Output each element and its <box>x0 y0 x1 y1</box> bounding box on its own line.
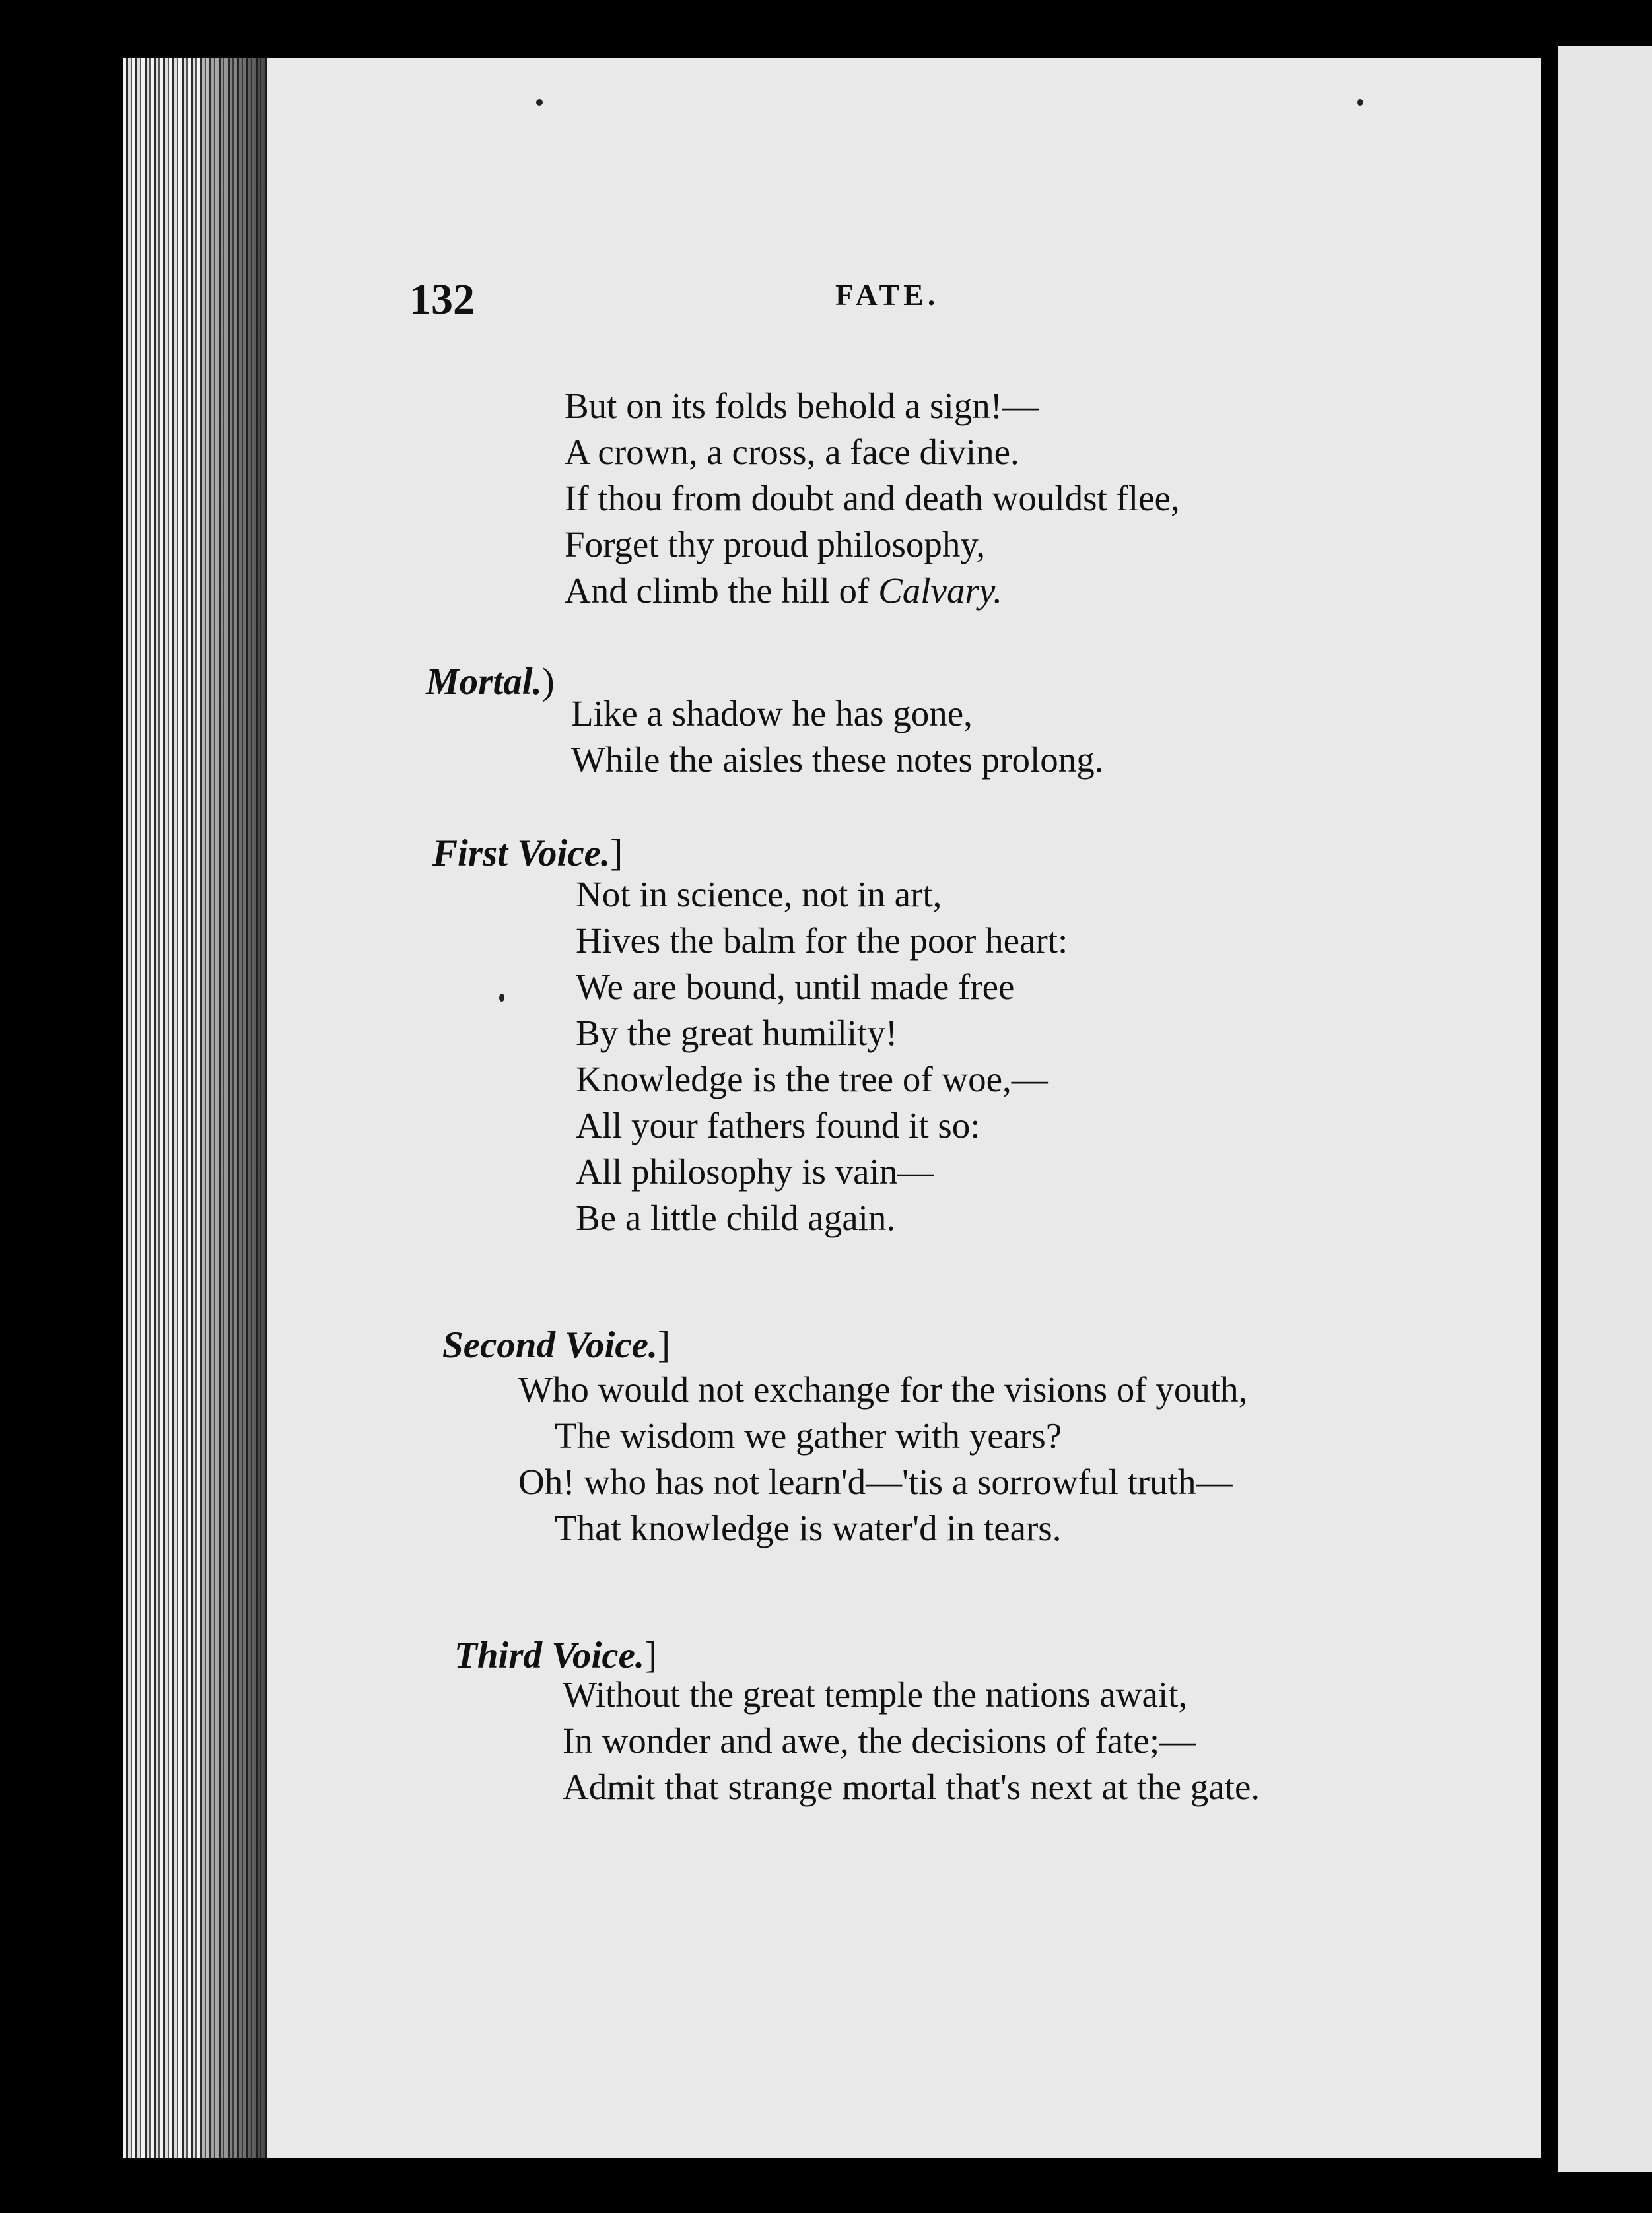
page-edges <box>123 58 275 2158</box>
verse-line: The wisdom we gather with years? <box>555 1415 1062 1456</box>
facing-page-edge <box>1558 46 1652 2172</box>
verse-line: Who would not exchange for the visions of youth, <box>518 1369 1248 1410</box>
italic-word: Calvary. <box>878 570 1002 611</box>
speck-mark <box>499 994 504 1002</box>
speaker-bracket: ] <box>644 1635 658 1676</box>
stanza-1 <box>565 383 1180 614</box>
verse-line: All your fathers found it so: <box>576 1105 981 1145</box>
speaker-bracket: ] <box>610 833 623 874</box>
verse-line: But on its folds behold a sign!— <box>565 386 1039 426</box>
speaker-name: First Voice. <box>432 833 611 874</box>
speaker-first-voice <box>432 832 623 875</box>
verse-line: That knowledge is water'd in tears. <box>555 1508 1062 1548</box>
verse-line: Be a little child again. <box>576 1198 896 1238</box>
verse-text: And climb the hill of <box>565 570 870 611</box>
page-number: 132 <box>409 275 475 323</box>
verse-line: Like a shadow he has gone, <box>571 693 973 733</box>
verse-line: Without the great temple the nations await, <box>563 1674 1188 1715</box>
verse-line: A crown, a cross, a face divine. <box>565 432 1019 472</box>
verse-line: Admit that strange mortal that's next at the gate. <box>563 1767 1260 1807</box>
verse-line: Forget thy proud philosophy, <box>565 524 986 564</box>
verse-line: In wonder and awe, the decisions of fate;— <box>563 1720 1196 1761</box>
mortal-verse <box>571 691 1103 783</box>
speaker-bracket: ) <box>541 661 555 702</box>
verse-line: Not in science, not in art, <box>576 874 942 914</box>
verse-line: If thou from doubt and death wouldst flee, <box>565 478 1180 518</box>
first-voice-verse <box>576 871 1068 1241</box>
speaker-mortal <box>426 660 555 703</box>
verse-line: Hives the balm for the poor heart: <box>576 920 1068 961</box>
speaker-bracket: ] <box>658 1324 671 1366</box>
verse-line: Knowledge is the tree of woe,— <box>576 1059 1048 1099</box>
speck-mark <box>536 99 543 106</box>
speck-mark <box>1357 99 1363 106</box>
third-voice-verse <box>563 1672 1260 1810</box>
running-head: FATE. <box>835 278 940 312</box>
speaker-name: Second Voice. <box>442 1324 658 1366</box>
verse-line <box>565 568 1180 614</box>
verse-line: By the great humility! <box>576 1013 898 1053</box>
verse-line: We are bound, until made free <box>576 967 1015 1007</box>
speaker-second-voice <box>442 1324 670 1367</box>
second-voice-verse <box>518 1367 1247 1551</box>
speaker-name: Third Voice. <box>454 1635 645 1676</box>
verse-line: While the aisles these notes prolong. <box>571 739 1104 780</box>
verse-line: Oh! who has not learn'd—'tis a sorrowful truth— <box>518 1462 1233 1502</box>
verse-line: All philosophy is vain— <box>576 1151 934 1192</box>
speaker-name: Mortal. <box>426 661 542 702</box>
speaker-third-voice <box>454 1634 657 1677</box>
